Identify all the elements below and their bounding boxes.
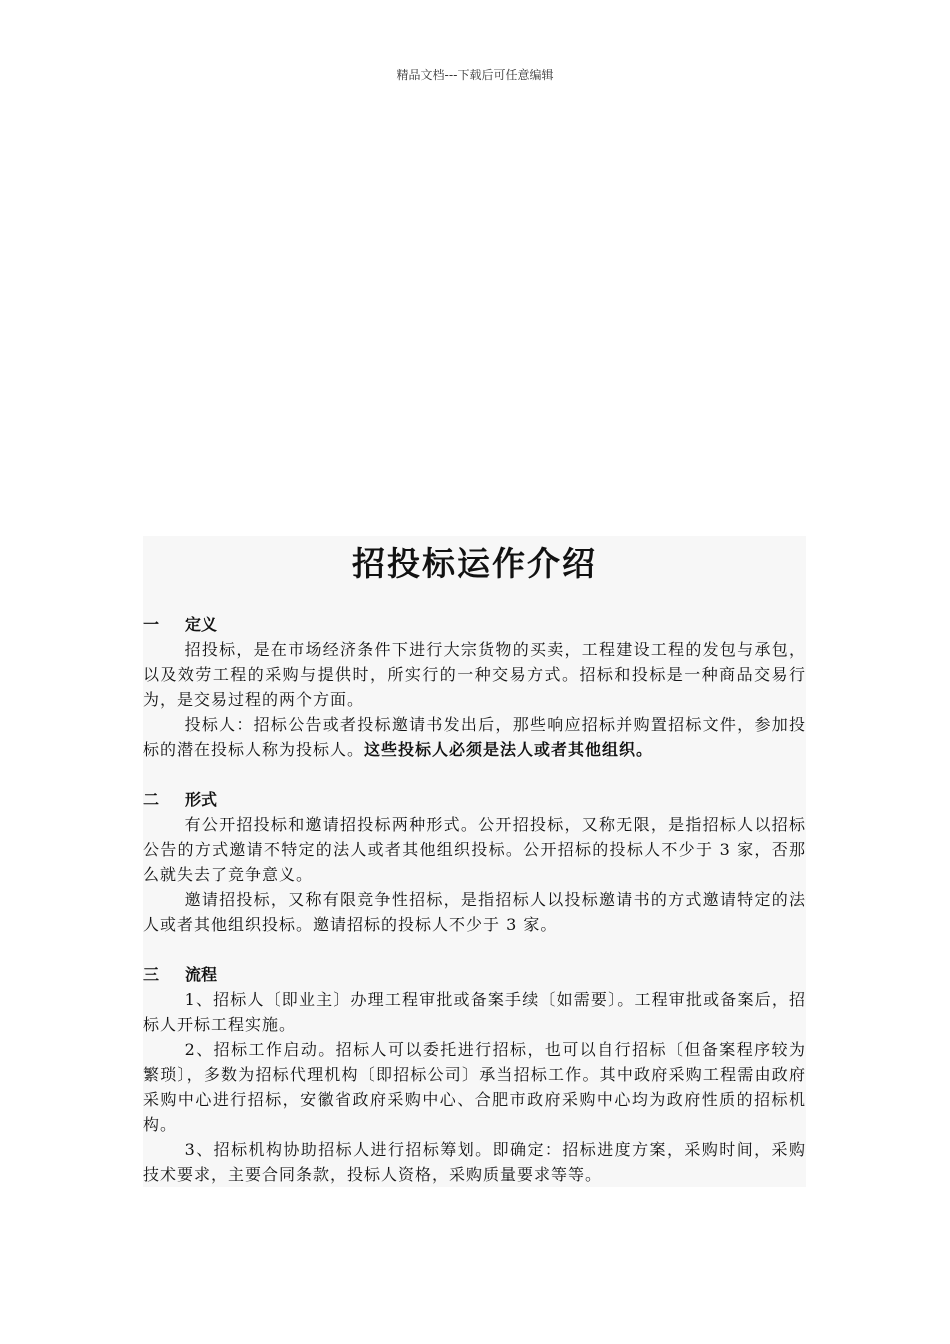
section-heading xyxy=(143,962,806,987)
paragraph xyxy=(143,712,806,762)
paragraph-text: 投标人：招标公告或者投标邀请书发出后，那些响应招标并购置招标文件，参加投标的潜在投标人称为投标人。 xyxy=(143,715,806,759)
section-title: 定义 xyxy=(185,615,218,634)
section-process xyxy=(143,962,806,1187)
paragraph xyxy=(143,1037,806,1137)
paragraph xyxy=(143,1137,806,1187)
spacer xyxy=(143,762,806,787)
section-heading xyxy=(143,612,806,637)
section-number: 一 xyxy=(143,615,160,634)
paragraph xyxy=(143,987,806,1037)
document-title: 招投标运作介绍 xyxy=(352,544,597,583)
paragraph-text: 有公开招投标和邀请招投标两种形式。公开招投标，又称无限，是指招标人以招标公告的方式邀请不特定的法人或者其他组织投标。公开招标的投标人不少于 3 家，否那么就失去了竞争意义。 xyxy=(143,815,806,884)
paragraph xyxy=(143,887,806,937)
paragraph-text: 2、招标工作启动。招标人可以委托进行招标，也可以自行招标〔但备案程序较为繁琐〕，多数为招标代理机构〔即招标公司〕承当招标工作。其中政府采购工程需由政府采购中心进行招标，安徽省政府采购中心、合肥市政府采购中心均为政府性质的招标机构。 xyxy=(143,1040,806,1134)
paragraph-text: 邀请招投标，又称有限竞争性招标，是指招标人以投标邀请书的方式邀请特定的法人或者其他组织投标。邀请招标的投标人不少于 3 家。 xyxy=(143,890,806,934)
section-title: 形式 xyxy=(185,790,218,809)
section-heading xyxy=(143,787,806,812)
section-title: 流程 xyxy=(185,965,218,984)
spacer xyxy=(143,937,806,962)
paragraph-bold-text: 这些投标人必须是法人或者其他组织。 xyxy=(364,740,654,759)
section-forms xyxy=(143,787,806,962)
document-body xyxy=(143,536,806,1187)
section-definition xyxy=(143,612,806,787)
paragraph-text: 3、招标机构协助招标人进行招标筹划。即确定：招标进度方案，采购时间，采购技术要求，主要合同条款，投标人资格，采购质量要求等等。 xyxy=(143,1140,806,1184)
section-number: 三 xyxy=(143,965,160,984)
page-header-note: 精品文档---下载后可任意编辑 xyxy=(396,68,554,82)
paragraph-text: 招投标，是在市场经济条件下进行大宗货物的买卖，工程建设工程的发包与承包，以及效劳工程的采购与提供时，所实行的一种交易方式。招标和投标是一种商品交易行为，是交易过程的两个方面。 xyxy=(143,640,806,709)
paragraph-text: 1、招标人〔即业主〕办理工程审批或备案手续〔如需要〕。工程审批或备案后，招标人开标工程实施。 xyxy=(143,990,806,1034)
section-number: 二 xyxy=(143,790,160,809)
paragraph xyxy=(143,812,806,887)
paragraph xyxy=(143,637,806,712)
